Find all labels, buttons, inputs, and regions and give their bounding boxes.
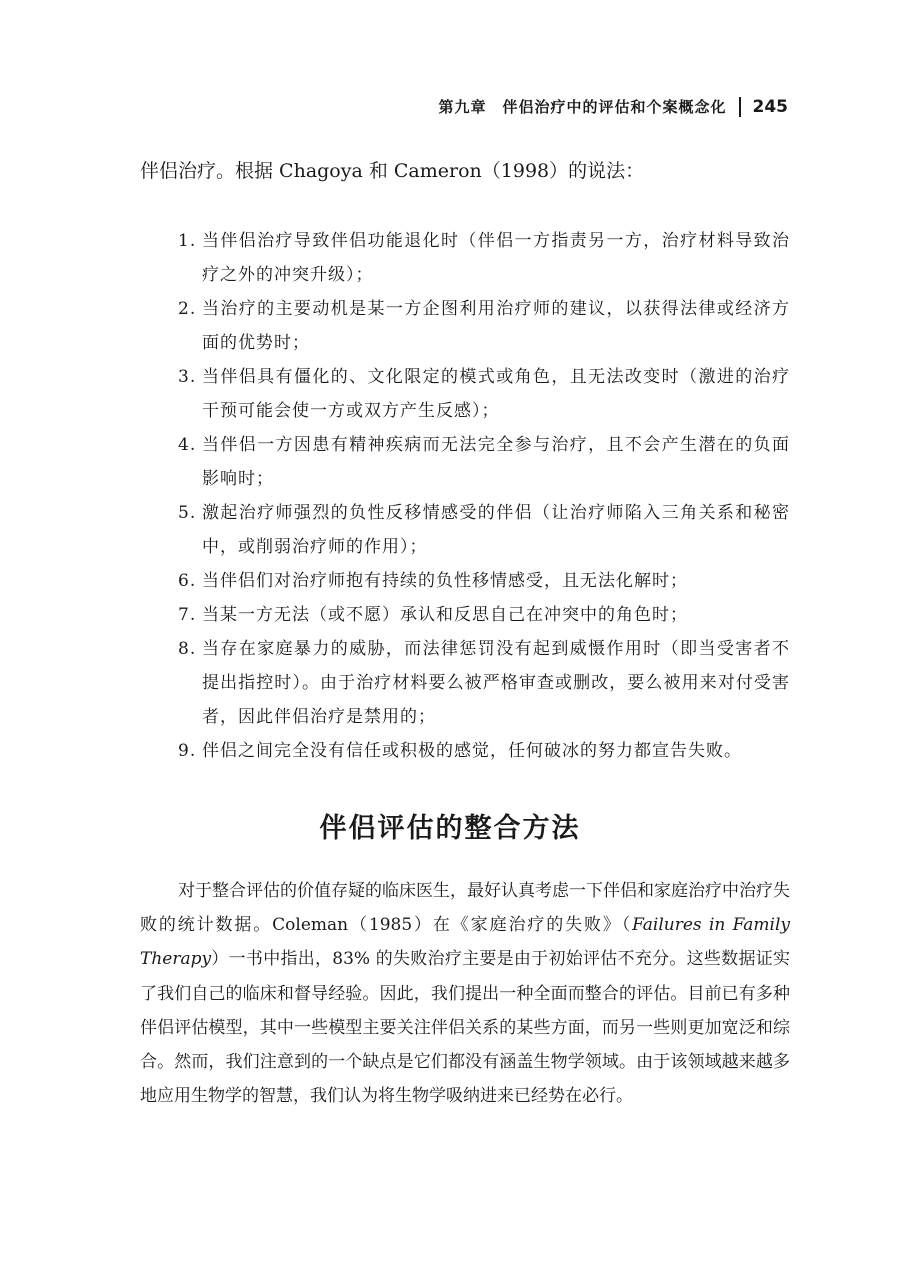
list-item-text: 当伴侣治疗导致伴侣功能退化时（伴侣一方指责另一方，治疗材料导致治疗之外的冲突升级）； bbox=[202, 231, 790, 285]
body-paragraph bbox=[140, 874, 790, 1113]
list-item-text: 激起治疗师强烈的负性反移情感受的伴侣（让治疗师陷入三角关系和秘密中，或削弱治疗师的作用）； bbox=[202, 503, 790, 557]
list-item bbox=[178, 224, 790, 292]
running-header bbox=[438, 96, 788, 117]
list-item-text: 当治疗的主要动机是某一方企图利用治疗师的建议，以获得法律或经济方面的优势时； bbox=[202, 299, 790, 353]
body-text-part-1: 对于整合评估的价值存疑的临床医生，最好认真考虑一下伴侣和家庭治疗中治疗失败的统计数据。Coleman（1985）在《家庭治疗的失败》（ bbox=[140, 881, 790, 936]
list-item-text: 当伴侣一方因患有精神疾病而无法完全参与治疗，且不会产生潜在的负面影响时； bbox=[202, 435, 790, 489]
list-item bbox=[178, 632, 790, 734]
book-title-italic: Failures in Family Therapy bbox=[140, 915, 790, 970]
list-item bbox=[178, 428, 790, 496]
body-text-part-2: ）一书中指出，83% 的失败治疗主要是由于初始评估不充分。这些数据证实了我们自己的临床和督导经验。因此，我们提出一种全面而整合的评估。目前已有多种伴侣评估模型，其中一些模型主要关注伴侣关系的某些方面，而另一些则更加宽泛和综合。然而，我们注意到的一个缺点是它们都没有涵盖生物学领域。由于该领域越来越多地应用生物学的智慧，我们认为将生物学吸纳进来已经势在必行。 bbox=[140, 949, 790, 1107]
page-number: 245 bbox=[752, 96, 788, 117]
list-item bbox=[178, 564, 790, 598]
list-item bbox=[178, 360, 790, 428]
list-item bbox=[178, 734, 790, 768]
section-heading: 伴侣评估的整合方法 bbox=[319, 813, 581, 844]
numbered-list bbox=[178, 224, 790, 768]
list-item bbox=[178, 598, 790, 632]
list-item-number: 9. bbox=[178, 741, 197, 761]
list-item-number: 4. bbox=[178, 435, 197, 455]
list-item-text: 当存在家庭暴力的威胁，而法律惩罚没有起到威慑作用时（即当受害者不提出指控时）。由于治疗材料要么被严格审查或删改，要么被用来对付受害者，因此伴侣治疗是禁用的； bbox=[202, 639, 790, 727]
list-item-text: 当某一方无法（或不愿）承认和反思自己在冲突中的角色时； bbox=[202, 605, 688, 625]
list-item-text: 伴侣之间完全没有信任或积极的感觉，任何破冰的努力都宣告失败。 bbox=[202, 741, 742, 761]
list-item bbox=[178, 292, 790, 360]
list-item-number: 5. bbox=[178, 503, 197, 523]
chapter-title: 第九章 伴侣治疗中的评估和个案概念化 bbox=[438, 98, 727, 116]
list-item bbox=[178, 496, 790, 564]
header-divider bbox=[739, 97, 741, 117]
list-item-number: 2. bbox=[178, 299, 197, 319]
list-item-number: 3. bbox=[178, 367, 197, 387]
lead-paragraph: 伴侣治疗。根据 Chagoya 和 Cameron（1998）的说法： bbox=[140, 160, 645, 182]
list-item-text: 当伴侣具有僵化的、文化限定的模式或角色，且无法改变时（激进的治疗干预可能会使一方或双方产生反感）； bbox=[202, 367, 790, 421]
list-item-text: 当伴侣们对治疗师抱有持续的负性移情感受，且无法化解时； bbox=[202, 571, 688, 591]
list-item-number: 6. bbox=[178, 571, 197, 591]
list-item-number: 7. bbox=[178, 605, 197, 625]
list-item-number: 1. bbox=[178, 231, 197, 251]
list-item-number: 8. bbox=[178, 639, 197, 659]
